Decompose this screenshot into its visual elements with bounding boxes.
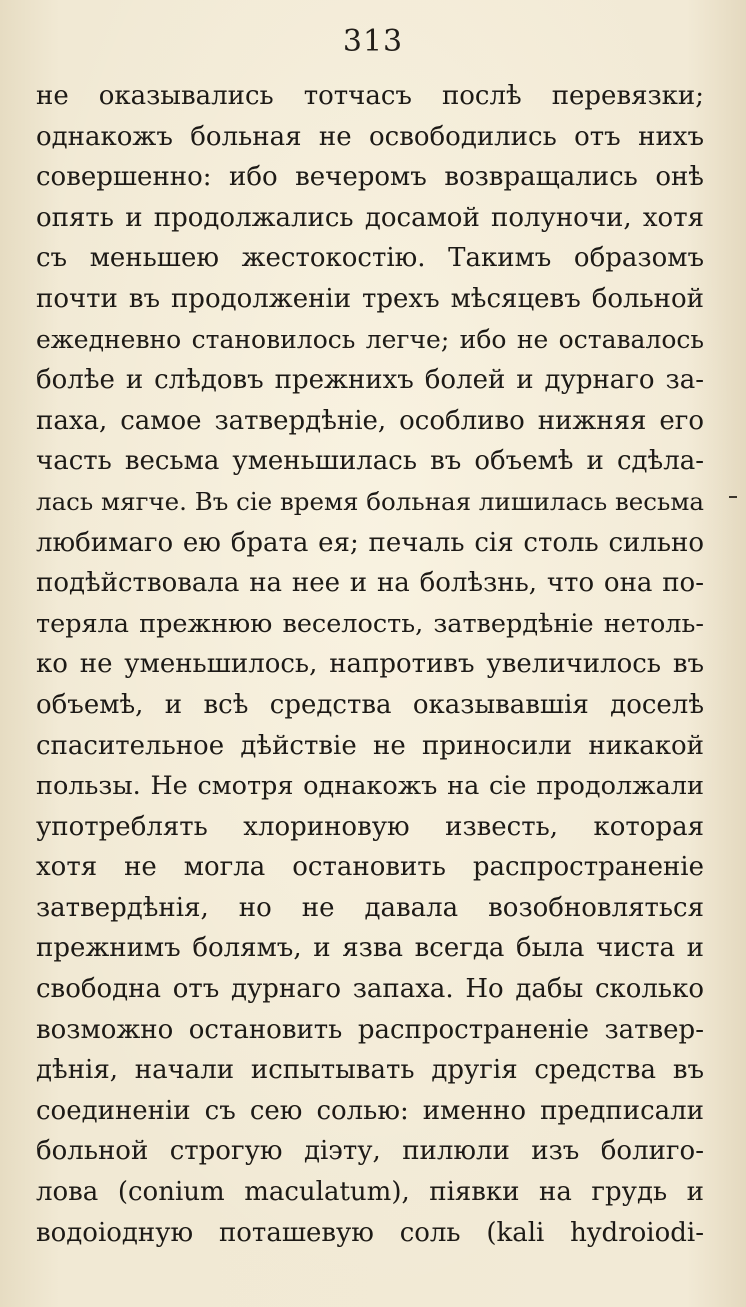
text-line: совершенно: ибо вечеромъ возвращались онѣ [36,162,704,193]
text-line: затвердѣнія, но не давала возобновляться [36,892,704,923]
text-line: возможно остановить распространеніе затвер- [36,1014,704,1045]
text-line: теряла прежнюю веселость, затвердѣніе нетоль- [36,608,704,639]
text-line: хотя не могла остановить распространеніе [36,852,704,883]
text-line: ежедневно становилось легче; ибо не оставалось [36,324,704,354]
text-line: любимаго ею брата ея; печаль сія столь сильно [36,527,704,558]
text-line: почти въ продолженіи трехъ мѣсяцевъ больной [36,283,704,314]
text-line: спасительное дѣйствіе не приносили никакой [36,730,704,761]
text-line: ко не уменьшилось, напротивъ увеличилось въ [36,649,704,680]
text-line: опять и продолжались досамой полуночи, хотя [36,202,704,233]
text-line: паха, самое затвердѣніе, особливо нижняя его [36,405,704,436]
text-line: свободна отъ дурнаго запаха. Но дабы сколько [36,974,704,1005]
text-line: болѣе и слѣдовъ прежнихъ болей и дурнаго за- [36,365,704,396]
text-line: лась мягче. Въ сіе время больная лишилась весьма [36,486,704,516]
text-line: подѣйствовала на нее и на болѣзнь, что она по- [36,568,704,599]
text-line: лова (conium maculatum), піявки на грудь и [36,1177,704,1208]
text-line: соединеніи съ сею солью: именно предписали [36,1095,704,1126]
page-number: 313 [342,24,404,59]
text-line: прежнимъ болямъ, и язва всегда была чиста и [36,933,704,964]
text-line: употреблять хлориновую известь, которая [36,811,704,842]
text-line: больной строгую діэту, пилюли изъ болиго- [36,1136,704,1167]
text-line: водоіодную поташевую соль (kali hydroiodi- [36,1217,704,1248]
text-line: объемѣ, и всѣ средства оказывавшія доселѣ [36,689,704,720]
text-line: не оказывались тотчасъ послѣ перевязки; [36,81,704,111]
text-line: дѣнія, начали испытывать другія средства въ [36,1055,704,1086]
text-line: пользы. Не смотря однакожъ на сіе продолжали [36,771,704,802]
text-line: однакожъ больная не освободились отъ нихъ [36,121,704,152]
body-text [36,76,704,1253]
text-line: часть весьма уменьшилась въ объемѣ и сдѣла- [36,446,704,477]
margin-mark [729,496,737,498]
text-line: съ меньшею жестокостію. Такимъ образомъ [36,243,704,274]
